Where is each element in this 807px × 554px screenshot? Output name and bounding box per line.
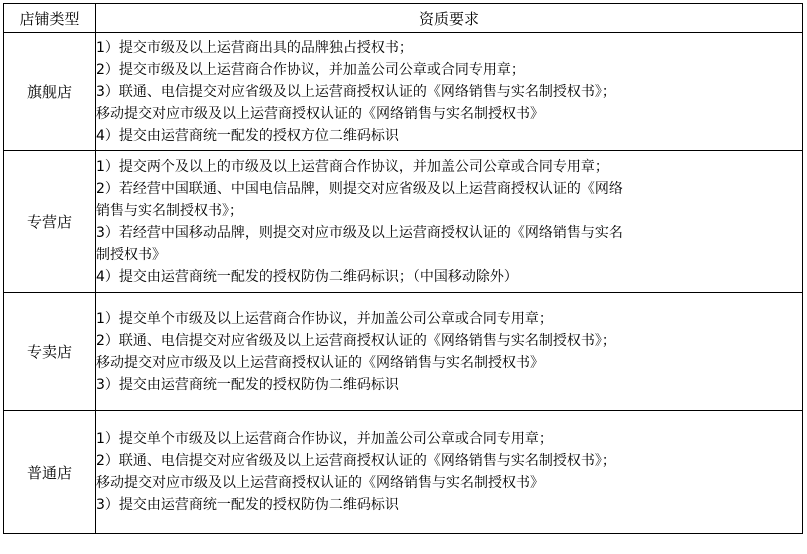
requirement-line: 移动提交对应市级及以上运营商授权认证的《网络销售与实名制授权书》 xyxy=(96,354,544,371)
header-qualification: 资质要求 xyxy=(96,4,803,33)
requirement-line: 3）提交由运营商统一配发的授权防伪二维码标识 xyxy=(96,497,399,513)
requirement-cell xyxy=(96,33,803,151)
requirement-line: 3）若经营中国移动品牌，则提交对应市级及以上运营商授权认证的《网络销售与实名 xyxy=(96,224,623,241)
table-row-regular xyxy=(4,411,803,534)
requirement-cell xyxy=(96,411,803,534)
requirement-line: 2）联通、电信提交对应省级及以上运营商授权认证的《网络销售与实名制授权书》； xyxy=(96,453,616,469)
requirement-cell xyxy=(96,293,803,411)
requirement-line: 1）提交市级及以上运营商出具的品牌独占授权书； xyxy=(96,39,413,56)
requirement-line: 2）提交市级及以上运营商合作协议，并加盖公司公章或合同专用章； xyxy=(96,61,525,78)
requirement-line: 3）联通、电信提交对应省级及以上运营商授权认证的《网络销售与实名制授权书》； xyxy=(96,83,616,100)
table-header-row xyxy=(4,4,803,33)
requirement-line: 制授权书》 xyxy=(96,246,166,263)
requirement-line: 4）提交由运营商统一配发的授权方位二维码标识 xyxy=(96,127,399,144)
table-row-specialty xyxy=(4,151,803,293)
requirement-line: 销售与实名制授权书》； xyxy=(96,202,243,219)
table-row-flagship xyxy=(4,33,803,151)
requirement-line: 4）提交由运营商统一配发的授权防伪二维码标识；（中国移动除外） xyxy=(96,268,518,285)
store-type-cell: 专营店 xyxy=(4,151,96,293)
requirement-line: 3）提交由运营商统一配发的授权防伪二维码标识 xyxy=(96,376,399,393)
requirement-line: 移动提交对应市级及以上运营商授权认证的《网络销售与实名制授权书》 xyxy=(96,475,544,491)
qualification-table xyxy=(3,3,803,534)
requirement-line: 2）若经营中国联通、中国电信品牌，则提交对应省级及以上运营商授权认证的《网络 xyxy=(96,180,623,197)
header-store-type: 店铺类型 xyxy=(4,4,96,33)
requirement-line: 1）提交单个市级及以上运营商合作协议，并加盖公司公章或合同专用章； xyxy=(96,431,553,447)
store-type-cell: 普通店 xyxy=(4,411,96,534)
requirement-line: 移动提交对应市级及以上运营商授权认证的《网络销售与实名制授权书》 xyxy=(96,105,544,122)
requirement-cell xyxy=(96,151,803,293)
requirement-line: 2）联通、电信提交对应省级及以上运营商授权认证的《网络销售与实名制授权书》； xyxy=(96,332,616,349)
store-type-cell: 旗舰店 xyxy=(4,33,96,151)
store-type-cell: 专卖店 xyxy=(4,293,96,411)
requirement-line: 1）提交单个市级及以上运营商合作协议，并加盖公司公章或合同专用章； xyxy=(96,310,553,327)
requirement-line: 1）提交两个及以上的市级及以上运营商合作协议，并加盖公司公章或合同专用章； xyxy=(96,158,609,175)
table-row-exclusive xyxy=(4,293,803,411)
